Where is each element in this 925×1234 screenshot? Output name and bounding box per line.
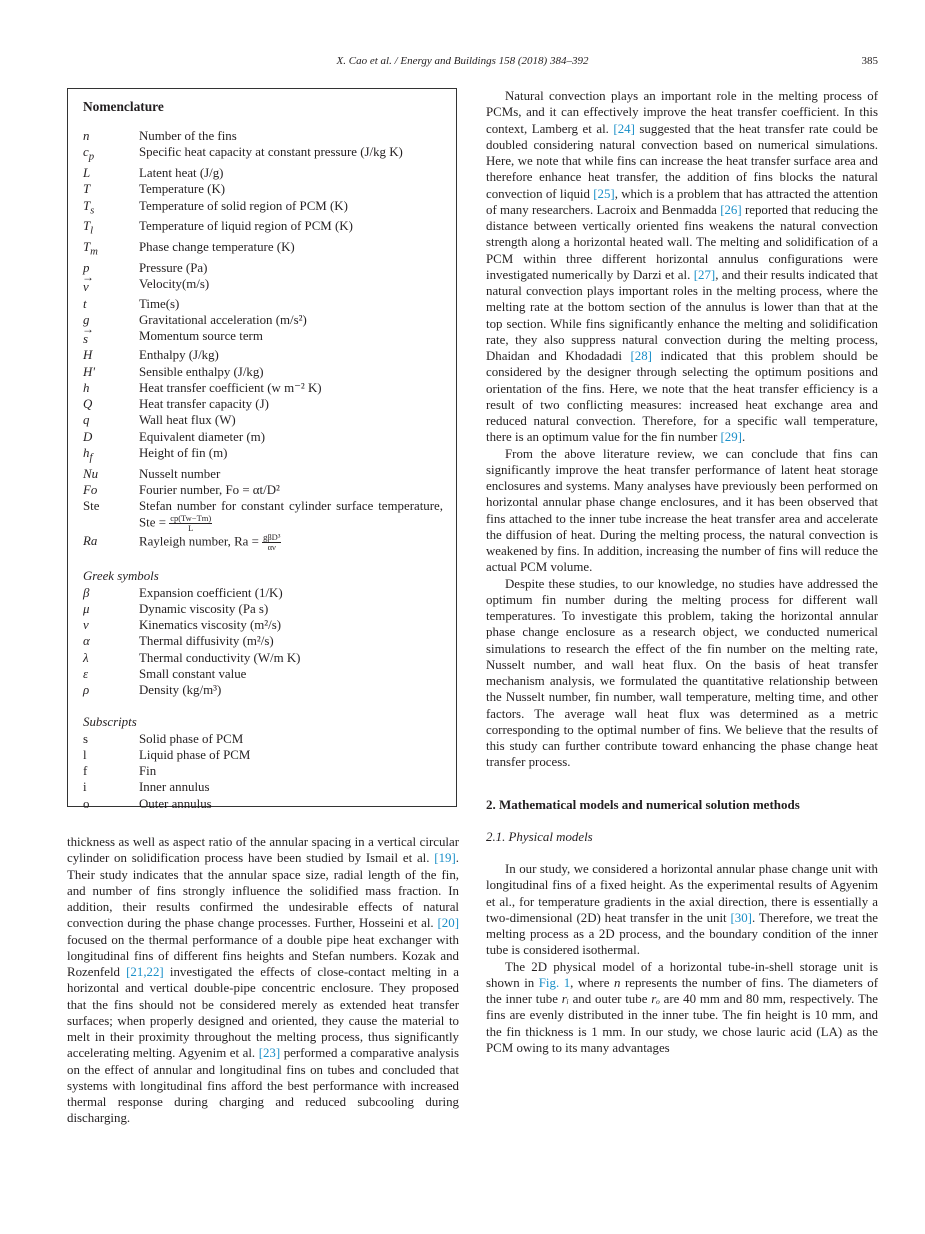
nomenclature-row	[83, 731, 443, 747]
nomenclature-row	[83, 429, 443, 445]
nomenclature-symbol	[83, 731, 139, 747]
paragraph	[486, 88, 878, 446]
nomenclature-list	[83, 128, 443, 812]
symbol-base: ρ	[83, 683, 90, 698]
symbol-base: T	[83, 182, 91, 197]
nomenclature-row	[83, 498, 443, 533]
symbol-base: h	[83, 380, 90, 395]
symbol-subscript: m	[90, 245, 98, 258]
description-text: Gravitational acceleration (m/s²)	[139, 312, 307, 327]
text-segment: represents the number of fins. The diameters of the inner tube	[486, 975, 878, 1006]
nomenclature-title: Nomenclature	[83, 99, 164, 114]
symbol-base: o	[83, 796, 90, 811]
nomenclature-description	[139, 328, 443, 347]
nomenclature-symbol	[83, 412, 139, 428]
description-text: Phase change temperature (K)	[139, 240, 295, 255]
nomenclature-description	[139, 165, 443, 181]
nomenclature-row	[83, 585, 443, 601]
nomenclature-description	[139, 396, 443, 412]
text-segment: n	[613, 975, 621, 990]
right-column	[486, 88, 878, 1056]
nomenclature-symbol	[83, 296, 139, 312]
description-text: Thermal conductivity (W/m K)	[139, 650, 301, 665]
description-text: Equivalent diameter (m)	[139, 429, 265, 444]
nomenclature-description	[139, 666, 443, 682]
citation-link[interactable]: [19]	[434, 851, 456, 866]
nomenclature-symbol	[83, 328, 139, 347]
nomenclature-row	[83, 533, 443, 552]
symbol-subscript: l	[90, 224, 94, 237]
description-text: Temperature of solid region of PCM (K)	[139, 198, 348, 213]
nomenclature-row	[83, 260, 443, 276]
paragraph	[486, 576, 878, 771]
paragraph	[486, 959, 878, 1057]
text-segment: Natural convection plays an important role in the melting process of PCMs, and it can effectively improve the heat transfer coefficient. In this context, Lamberg et al.	[486, 89, 878, 136]
nomenclature-description	[139, 796, 443, 812]
nomenclature-symbol	[83, 666, 139, 682]
description-text: Thermal diffusivity (m²/s)	[139, 634, 274, 649]
nomenclature-symbol	[83, 198, 139, 219]
nomenclature-symbol	[83, 429, 139, 445]
description-text: Heat transfer coefficient (w m⁻² K)	[139, 380, 322, 395]
nomenclature-description	[139, 296, 443, 312]
symbol-base: L	[83, 166, 91, 181]
description-text: Pressure (Pa)	[139, 261, 208, 276]
symbol-base: Nu	[83, 466, 99, 481]
symbol-base: c	[83, 145, 89, 160]
nomenclature-row	[83, 328, 443, 347]
nomenclature-symbol	[83, 276, 139, 295]
symbol-subscript: f	[89, 451, 93, 464]
description-text: Expansion coefficient (1/K)	[139, 585, 283, 600]
description-text: Heat transfer capacity (J)	[139, 397, 269, 412]
nomenclature-symbol	[83, 239, 139, 260]
text-segment: . Their study indicates that the annular space size, radial length of the fin, and number of fins strongly influence the solidified mass fraction. In addition, their results confirmed the undesirable effects of natural convection during the phase change processes. Further, Hosseini et al.	[67, 851, 459, 931]
citation-link[interactable]: [27]	[693, 267, 716, 282]
nomenclature-description	[139, 380, 443, 396]
nomenclature-description	[139, 412, 443, 428]
nomenclature-description	[139, 585, 443, 601]
vector-symbol: → s	[83, 328, 88, 344]
symbol-base: λ	[83, 650, 89, 665]
nomenclature-description	[139, 260, 443, 276]
nomenclature-description	[139, 763, 443, 779]
nomenclature-row	[83, 682, 443, 698]
citation-link[interactable]: [21,22]	[126, 965, 164, 979]
description-text: Rayleigh number, Ra =	[139, 534, 263, 549]
nomenclature-description	[139, 144, 443, 165]
nomenclature-symbol	[83, 144, 139, 165]
nomenclature-symbol	[83, 466, 139, 482]
text-segment: suggested that the heat transfer rate could be doubled considering natural convection based on numerical simulations. Here, we note that while fins can increase the heat transfer surface area and therefore enhance heat transfer, the addition of fins blocks the natural convection of liquid	[486, 121, 878, 201]
nomenclature-row	[83, 396, 443, 412]
text-segment: , where	[570, 975, 614, 990]
physical-models-text	[486, 861, 878, 1056]
nomenclature-description	[139, 482, 443, 498]
symbol-subscript: p	[88, 150, 95, 163]
nomenclature-group-title: Greek symbols	[83, 569, 159, 584]
section-heading: 2. Mathematical models and numerical solution methods	[486, 796, 800, 812]
symbol-base: α	[83, 634, 90, 649]
symbol-subscript: s	[90, 204, 95, 217]
text-segment: In our study, we considered a horizontal annular phase change unit with longitudinal fins of a fixed height. As the experimental results of Agyenim et al., for temperature gradients in the axial direction, there is essentially a two-dimensional (2D) heat transfer in the unit	[486, 862, 878, 925]
description-text: Wall heat flux (W)	[139, 413, 236, 428]
description-text: Velocity(m/s)	[139, 277, 210, 292]
nomenclature-row	[83, 666, 443, 682]
nomenclature-description	[139, 747, 443, 763]
nomenclature-description	[139, 445, 443, 466]
text-segment: . Therefore, we treat the melting process as a 2D process, and the boundary condition of the inner tube is considered isothermal.	[486, 910, 878, 958]
nomenclature-row	[83, 796, 443, 812]
nomenclature-description	[139, 466, 443, 482]
nomenclature-box	[67, 88, 457, 811]
nomenclature-description	[139, 617, 443, 633]
nomenclature-row	[83, 412, 443, 428]
text-segment: The 2D physical model of a horizontal tube-in-shell storage unit is shown in	[486, 959, 878, 990]
nomenclature-row	[83, 364, 443, 380]
nomenclature-row	[83, 650, 443, 666]
nomenclature-row	[83, 128, 443, 144]
description-text: Kinematics viscosity (m²/s)	[139, 618, 282, 633]
fraction-numerator: cp(Tw−Tm)	[170, 513, 212, 524]
symbol-base: g	[83, 312, 90, 327]
nomenclature-symbol	[83, 585, 139, 601]
symbol-base: p	[83, 261, 90, 276]
citation-link[interactable]: [24]	[613, 121, 635, 136]
nomenclature-symbol	[83, 347, 139, 363]
text-segment: and outer tube	[568, 992, 652, 1006]
description-text: Fin	[139, 764, 157, 779]
description-text: Nusselt number	[139, 466, 221, 481]
nomenclature-row	[83, 633, 443, 649]
nomenclature-symbol	[83, 482, 139, 498]
symbol-base: n	[83, 129, 90, 143]
running-title: X. Cao et al. / Energy and Buildings 158 (2018) 384–392	[336, 55, 589, 67]
citation-link[interactable]: [28]	[630, 349, 652, 363]
nomenclature-symbol	[83, 396, 139, 412]
description-text: Liquid phase of PCM	[139, 747, 251, 762]
nomenclature-description	[139, 239, 443, 260]
nomenclature-symbol	[83, 650, 139, 666]
nomenclature-row	[83, 601, 443, 617]
paragraph	[486, 446, 878, 576]
nomenclature-row	[83, 144, 443, 165]
fraction-denominator: L	[188, 523, 194, 534]
citation-link[interactable]: [26]	[720, 202, 742, 217]
nomenclature-symbol	[83, 128, 139, 144]
introduction-text	[486, 88, 878, 771]
text-segment: focused on the thermal performance of a double pipe heat exchanger with longitudinal fins of different fins heights and Stefan numbers. Kozak and Rozenfeld	[67, 932, 459, 979]
citation-link[interactable]: [20]	[437, 916, 459, 931]
description-text: Time(s)	[139, 296, 180, 311]
nomenclature-description	[139, 498, 443, 533]
description-text: Stefan number for constant cylinder surface temperature, Ste =	[139, 499, 443, 530]
symbol-base: D	[83, 429, 93, 444]
description-text: Temperature (K)	[139, 182, 226, 197]
description-text: Inner annulus	[139, 780, 210, 795]
symbol-base: T	[83, 240, 91, 255]
description-text: Sensible enthalpy (J/kg)	[139, 364, 264, 379]
text-segment: rₒ	[651, 992, 660, 1006]
symbol-base: s	[83, 731, 89, 746]
text-segment: reported that reducing the distance between vertically oriented fins weakens the natural convection strength along a horizontal heated wall. The melting and solidification of a PCM within three different horizontal annulus configurations were investigated numerically by Darzi et al.	[486, 202, 878, 282]
symbol-base: Fo	[83, 482, 98, 497]
text-segment: are 40 mm and 80 mm, respectively. The fins are evenly distributed in the inner tube. The fin height is 10 mm, and the fin thickness is 1 mm. In our study, we chose lauric acid (LA) as the PCM owing to its many advantages	[486, 992, 878, 1055]
description-text: Specific heat capacity at constant pressure (J/kg K)	[139, 145, 403, 160]
nomenclature-row	[83, 218, 443, 239]
nomenclature-description	[139, 533, 443, 552]
citation-link[interactable]: [30]	[730, 910, 752, 925]
nomenclature-symbol	[83, 633, 139, 649]
symbol-base: ε	[83, 666, 89, 681]
nomenclature-symbol	[83, 445, 139, 466]
nomenclature-row	[83, 617, 443, 633]
nomenclature-description	[139, 218, 443, 239]
nomenclature-description	[139, 198, 443, 219]
nomenclature-symbol	[83, 498, 139, 533]
description-text: Momentum source term	[139, 329, 263, 344]
nomenclature-description	[139, 779, 443, 795]
page-number: 385	[861, 55, 878, 67]
nomenclature-description	[139, 128, 443, 144]
text-segment: indicated that this problem should be considered by the designer through selecting the optimum positions and orientation of the fins. Here, we note that the heat transfer efficiency is a result of two conflicting measures: increased heat exchange area and reduced natural convection. Therefore, for a specific wall temperature, there is an optimum value for the fin number	[486, 349, 878, 445]
text-segment: From the above literature review, we can conclude that fins can significantly improve the heat transfer performance of latent heat storage enclosures and systems. Many analyses have previously been performed on horizontal annular phase change enclosures, and it has been observed that fins attached to the inner tube increase the heat transfer area and accelerate the diffusion of heat. During the melting process, the natural convection is weakened by fins. In addition, increasing the number of fins will reduce the actual PCM volume.	[486, 446, 878, 575]
description-text: Fourier number, Fo = αt/D²	[139, 482, 280, 497]
symbol-base: Ste	[83, 499, 100, 514]
text-segment: performed a comparative analysis on the effect of annular and longitudinal fins on tubes and concluded that systems with longitudinal fins afford the best performance with increased thermal response during charging and reduced subcooling during discharging.	[67, 1046, 459, 1126]
nomenclature-symbol	[83, 747, 139, 763]
symbol-base: Q	[83, 397, 93, 412]
description-text: Solid phase of PCM	[139, 731, 244, 746]
nomenclature-group-title: Subscripts	[83, 715, 137, 730]
nomenclature-description	[139, 429, 443, 445]
text-segment: , and their results indicated that natural convection plays important roles in the melting process, where the melting rate at the bottom section of the annulus is lower than that at the top section. While fins significantly enhance the melting and solidification rate, they also suppress natural convection during the melting process, Dhaidan and Khodadadi	[486, 267, 878, 363]
vector-symbol: → v	[83, 276, 89, 292]
symbol-base: T	[83, 219, 91, 234]
description-text: Small constant value	[139, 666, 247, 681]
nomenclature-description	[139, 633, 443, 649]
formula-fraction	[169, 514, 212, 533]
nomenclature-symbol	[83, 218, 139, 239]
symbol-base: q	[83, 413, 90, 428]
nomenclature-row	[83, 482, 443, 498]
paragraph	[486, 861, 878, 959]
citation-link[interactable]: [23]	[258, 1046, 281, 1061]
fraction-numerator: gβD³	[263, 532, 281, 543]
nomenclature-row	[83, 296, 443, 312]
nomenclature-row	[83, 747, 443, 763]
nomenclature-row	[83, 198, 443, 219]
description-text: Dynamic viscosity (Pa s)	[139, 601, 269, 616]
nomenclature-symbol	[83, 533, 139, 552]
symbol-base: t	[83, 296, 87, 311]
fraction-denominator: αν	[267, 542, 276, 553]
symbol-base: Ra	[83, 534, 98, 549]
nomenclature-description	[139, 312, 443, 328]
description-text: Outer annulus	[139, 796, 212, 811]
nomenclature-symbol	[83, 796, 139, 812]
symbol-base: T	[83, 198, 91, 213]
nomenclature-description	[139, 650, 443, 666]
nomenclature-description	[139, 347, 443, 363]
subsection-heading: 2.1. Physical models	[486, 829, 593, 844]
nomenclature-row	[83, 763, 443, 779]
description-text: Enthalpy (J/kg)	[139, 348, 219, 363]
nomenclature-symbol	[83, 165, 139, 181]
nomenclature-row	[83, 466, 443, 482]
nomenclature-symbol	[83, 364, 139, 380]
symbol-base: h	[83, 445, 90, 460]
nomenclature-description	[139, 276, 443, 295]
nomenclature-row	[83, 347, 443, 363]
citation-link[interactable]: Fig. 1	[538, 975, 571, 990]
description-text: Number of the fins	[139, 129, 237, 143]
left-column-text	[67, 834, 459, 1127]
paragraph	[67, 834, 459, 1127]
text-segment: thickness as well as aspect ratio of the annular spacing in a vertical circular cylinder on solidification process have been studied by Ismail et al.	[67, 835, 459, 866]
text-segment: rᵢ	[561, 992, 569, 1006]
nomenclature-row	[83, 380, 443, 396]
text-segment: .	[741, 430, 746, 445]
symbol-base: μ	[83, 601, 90, 616]
description-text: Temperature of liquid region of PCM (K)	[139, 219, 353, 234]
nomenclature-symbol	[83, 601, 139, 617]
text-segment: , which is a problem that has attracted the attention of many researchers. Lacroix and Benmadda	[486, 186, 878, 217]
nomenclature-description	[139, 731, 443, 747]
description-text: Height of fin (m)	[139, 445, 228, 460]
symbol-base: f	[83, 764, 88, 779]
description-text: Latent heat (J/g)	[139, 166, 224, 181]
nomenclature-symbol	[83, 380, 139, 396]
citation-link[interactable]: [25]	[593, 186, 615, 201]
symbol-base: H	[83, 348, 93, 363]
text-segment: investigated the effects of close-contact melting in a horizontal and vertical double-pipe concentric enclosure. They proposed that the fins should not be considered merely as extended heat transfer surfaces; when properly designed and oriented, they cause the material to melt in their proximity throughout the melting process, thus significantly accelerating melting. Agyenim et al.	[67, 965, 459, 1061]
formula-fraction	[262, 533, 281, 552]
citation-link[interactable]: [29]	[720, 430, 742, 445]
nomenclature-symbol	[83, 779, 139, 795]
nomenclature-description	[139, 181, 443, 197]
nomenclature-symbol	[83, 763, 139, 779]
nomenclature-row	[83, 181, 443, 197]
nomenclature-symbol	[83, 682, 139, 698]
nomenclature-row	[83, 276, 443, 295]
nomenclature-row	[83, 445, 443, 466]
symbol-base: β	[83, 585, 90, 600]
nomenclature-description	[139, 601, 443, 617]
symbol-base: ν	[83, 618, 89, 633]
nomenclature-symbol	[83, 617, 139, 633]
symbol-base: H'	[83, 364, 96, 379]
nomenclature-row	[83, 779, 443, 795]
nomenclature-description	[139, 364, 443, 380]
symbol-base: i	[83, 780, 87, 795]
nomenclature-symbol	[83, 181, 139, 197]
nomenclature-row	[83, 165, 443, 181]
symbol-base: l	[83, 747, 87, 762]
text-segment: Despite these studies, to our knowledge, no studies have addressed the optimum fin number during the melting process for different wall temperatures. To investigate this problem, taking the horizontal annular phase change enclosure as a research object, we conducted numerical simulations to research the effect of the fin number on the melting rate, Nusselt number, and wall heat flux. On the basis of heat transfer mechanism analysis, we formulated the quantitative relationship between the Nusselt number, fin number, wall temperature, melting time, and other factors. The average wall heat flux was determined as a metric corresponding to the optimal number of fins. We believe that the results of this study can further contribute toward enhancing the phase change heat transfer process.	[486, 576, 878, 770]
nomenclature-row	[83, 239, 443, 260]
nomenclature-row	[83, 312, 443, 328]
description-text: Density (kg/m³)	[139, 683, 222, 698]
nomenclature-description	[139, 682, 443, 698]
